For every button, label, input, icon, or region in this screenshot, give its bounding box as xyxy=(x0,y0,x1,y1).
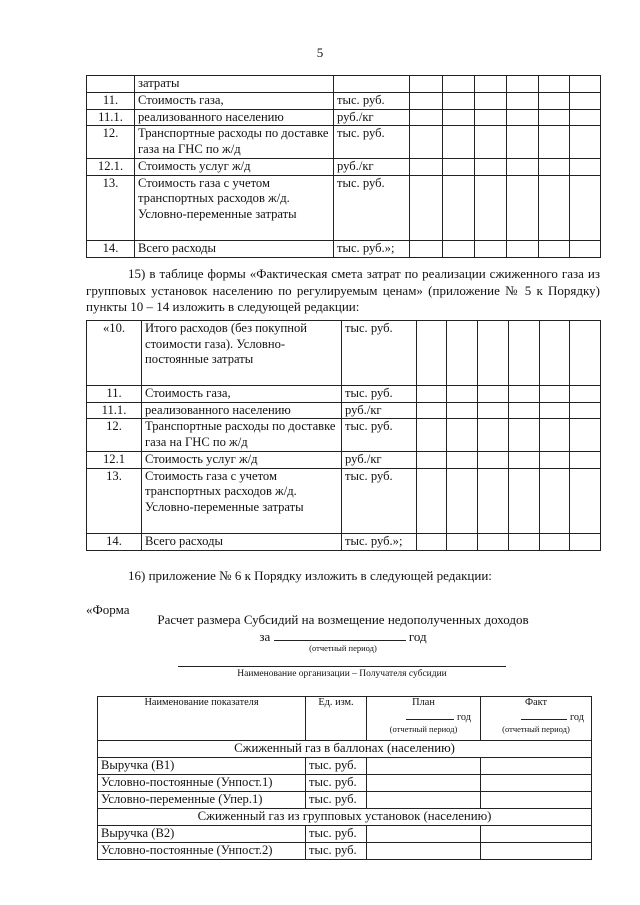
row-unit: тыс. руб. xyxy=(334,175,410,240)
paragraph-16: 16) приложение № 6 к Порядку изложить в следующей редакции: xyxy=(128,568,492,583)
fact-value-cell[interactable] xyxy=(481,758,592,775)
row-name: Условно-постоянные (Унпост.2) xyxy=(98,843,306,860)
table-row xyxy=(87,240,601,257)
plan-year-label: год xyxy=(456,712,471,723)
row-number: 11. xyxy=(87,386,142,403)
row-number: 14. xyxy=(87,240,135,257)
row-name: Стоимость газа, xyxy=(135,93,334,110)
row-name: Итого расходов (без покупной стоимости газа). Условно-постоянные затраты xyxy=(142,321,342,386)
row-unit: руб./кг xyxy=(342,452,417,469)
row-number: 13. xyxy=(87,175,135,240)
table-row xyxy=(87,109,601,126)
section-title: Сжиженный газ в баллонах (населению) xyxy=(98,741,592,758)
fact-value-cell[interactable] xyxy=(481,792,592,809)
header-plan xyxy=(367,697,481,741)
period-input[interactable] xyxy=(274,628,406,641)
table-row xyxy=(98,775,592,792)
org-name-line[interactable] xyxy=(178,666,506,667)
row-unit: тыс. руб. xyxy=(342,321,417,386)
table-row xyxy=(87,93,601,110)
row-name: Стоимость газа с учетом транспортных расходов ж/д. Условно-переменные затраты xyxy=(142,468,342,533)
row-number: 12. xyxy=(87,126,135,159)
table-row xyxy=(87,533,601,550)
cost-table-continued xyxy=(86,75,601,258)
form-label: «Форма xyxy=(86,602,130,617)
row-number: 11.1. xyxy=(87,402,142,419)
row-name: реализованного населению xyxy=(135,109,334,126)
table-row xyxy=(98,792,592,809)
plan-value-cell[interactable] xyxy=(367,758,481,775)
row-name: затраты xyxy=(135,76,334,93)
plan-value-cell[interactable] xyxy=(367,792,481,809)
form-title: Расчет размера Субсидий на возмещение недополученных доходов xyxy=(157,612,529,627)
table-row xyxy=(87,402,601,419)
row-unit: тыс. руб.»; xyxy=(342,533,417,550)
table-row xyxy=(87,419,601,452)
page-number: 5 xyxy=(316,45,324,60)
period-suffix: год xyxy=(408,629,427,644)
row-name: Выручка (В1) xyxy=(98,758,306,775)
plan-label: План xyxy=(412,697,435,708)
section-row xyxy=(98,741,592,758)
fact-label: Факт xyxy=(524,697,548,708)
table-row xyxy=(98,758,592,775)
header-fact xyxy=(481,697,592,741)
fact-year-input[interactable] xyxy=(521,709,567,720)
row-unit: тыс. руб. xyxy=(342,419,417,452)
section-row xyxy=(98,809,592,826)
table-row xyxy=(87,386,601,403)
fact-value-cell[interactable] xyxy=(481,826,592,843)
row-unit: тыс. руб. xyxy=(334,126,410,159)
row-name: Стоимость газа с учетом транспортных расходов ж/д. Условно-переменные затраты xyxy=(135,175,334,240)
org-caption: Наименование организации – Получателя субсидии xyxy=(237,669,447,679)
table-row xyxy=(87,452,601,469)
fact-period-caption: (отчетный период) xyxy=(502,724,570,734)
actual-cost-table xyxy=(86,320,601,551)
subsidy-calculation-table xyxy=(97,696,592,860)
fact-year-line xyxy=(484,709,588,724)
table-row xyxy=(87,76,601,93)
row-number: 11.1. xyxy=(87,109,135,126)
row-unit: тыс. руб. xyxy=(306,792,367,809)
row-number: 12.1. xyxy=(87,159,135,176)
plan-year-line xyxy=(370,709,477,724)
table-row xyxy=(87,159,601,176)
table-row xyxy=(98,826,592,843)
section-title: Сжиженный газ из групповых установок (населению) xyxy=(98,809,592,826)
table-row xyxy=(87,126,601,159)
row-number xyxy=(87,76,135,93)
row-number: 14. xyxy=(87,533,142,550)
row-name: Условно-постоянные (Унпост.1) xyxy=(98,775,306,792)
row-name: Всего расходы xyxy=(135,240,334,257)
row-name: Стоимость услуг ж/д xyxy=(142,452,342,469)
paragraph-15: 15) в таблице формы «Фактическая смета затрат по реализации сжиженного газа из групповых установок населению по регулируемым ценам» (приложение № 5 к Порядку) пункты 10 – 14 изложить в следующей редакции: xyxy=(86,266,600,314)
table-row xyxy=(87,468,601,533)
row-number: 12. xyxy=(87,419,142,452)
header-unit: Ед. изм. xyxy=(306,697,367,741)
plan-value-cell[interactable] xyxy=(367,843,481,860)
row-number: 13. xyxy=(87,468,142,533)
row-number: 12.1 xyxy=(87,452,142,469)
table-row xyxy=(98,843,592,860)
table-row xyxy=(87,175,601,240)
row-unit: тыс. руб. xyxy=(342,468,417,533)
row-unit: руб./кг xyxy=(334,159,410,176)
row-number: «10. xyxy=(87,321,142,386)
row-unit: тыс. руб. xyxy=(342,386,417,403)
plan-value-cell[interactable] xyxy=(367,775,481,792)
row-name: Всего расходы xyxy=(142,533,342,550)
row-unit: руб./кг xyxy=(342,402,417,419)
fact-year-label: год xyxy=(569,712,584,723)
row-unit: тыс. руб. xyxy=(306,758,367,775)
period-prefix: за xyxy=(259,629,271,644)
row-unit: руб./кг xyxy=(334,109,410,126)
row-name: Стоимость газа, xyxy=(142,386,342,403)
plan-period-caption: (отчетный период) xyxy=(389,724,458,734)
plan-value-cell[interactable] xyxy=(367,826,481,843)
row-unit xyxy=(334,76,410,93)
row-name: Выручка (В2) xyxy=(98,826,306,843)
row-unit: тыс. руб. xyxy=(306,826,367,843)
row-number: 11. xyxy=(87,93,135,110)
row-unit: тыс. руб.»; xyxy=(334,240,410,257)
period-caption: (отчетный период) xyxy=(309,643,377,653)
table-header-row xyxy=(98,697,592,741)
row-unit: тыс. руб. xyxy=(334,93,410,110)
row-name: реализованного населению xyxy=(142,402,342,419)
row-name: Транспортные расходы по доставке газа на ГНС по ж/д xyxy=(142,419,342,452)
row-unit: тыс. руб. xyxy=(306,775,367,792)
row-unit: тыс. руб. xyxy=(306,843,367,860)
header-indicator-name: Наименование показателя xyxy=(98,697,306,741)
row-name: Транспортные расходы по доставке газа на ГНС по ж/д xyxy=(135,126,334,159)
fact-value-cell[interactable] xyxy=(481,843,592,860)
table-row xyxy=(87,321,601,386)
plan-year-input[interactable] xyxy=(406,709,454,720)
fact-value-cell[interactable] xyxy=(481,775,592,792)
row-name: Условно-переменные (Упер.1) xyxy=(98,792,306,809)
row-name: Стоимость услуг ж/д xyxy=(135,159,334,176)
